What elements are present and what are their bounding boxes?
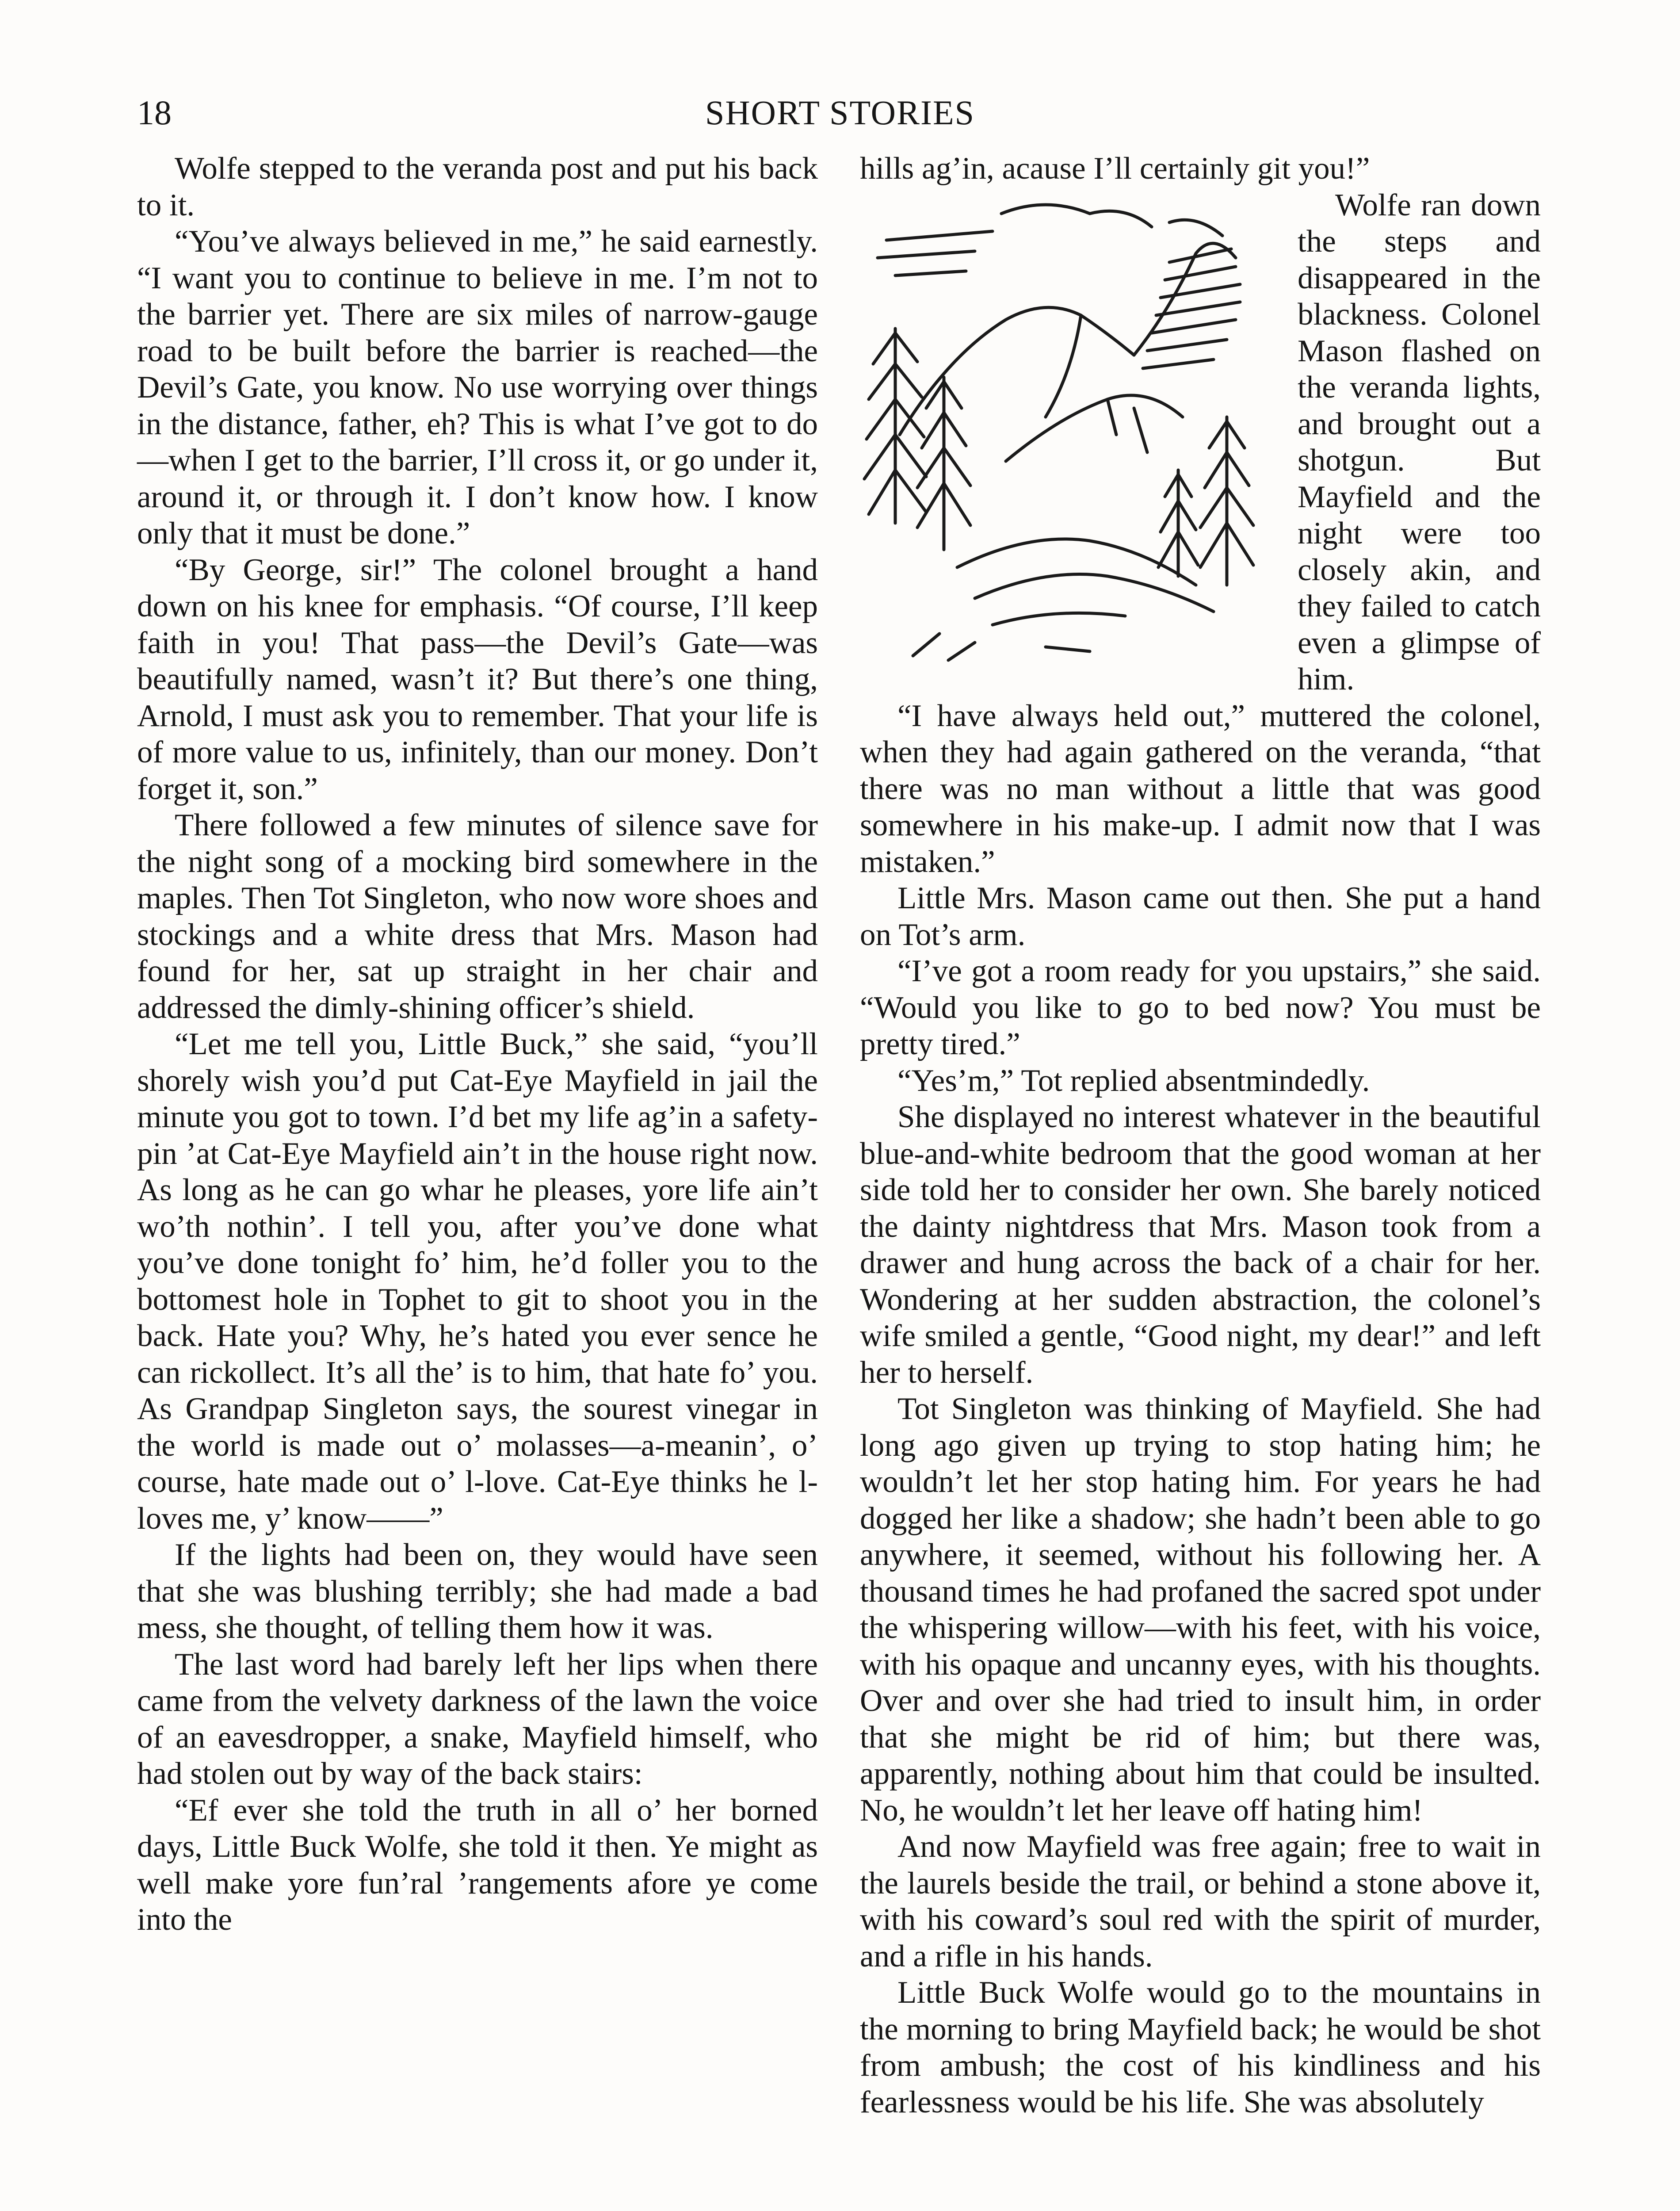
paragraph: There followed a few minutes of silence save for the night song of a mocking bird somewhere in the maples. Then Tot Singleton, who now wore shoes and stockings and a white dress that Mrs. Mason had found for her, sat up straight in her chair and addressed the dimly-shining officer’s shield.	[137, 808, 818, 1025]
paragraph: The last word had barely left her lips when there came from the velvety darkness of the lawn the voice of an eavesdropper, a snake, Mayfield himself, who had stolen out by way of the back stairs:	[137, 1647, 818, 1791]
paragraph: “Let me tell you, Little Buck,” she said, “you’ll shorely wish you’d put Cat-Eye Mayfield in jail the minute you got to town. I’d bet my life ag’in a safety-pin ’at Cat-Eye Mayfield ain’t in the house right now. As long as he can go whar he pleases, yore life ain’t wo’th nothin’. I tell you, after you’ve done what you’ve done tonight fo’ him, he’d foller you to the bottomest hole in Tophet to git to shoot you in the back. Hate you? Why, he’s hated you ever sence he can rickollect. It’s all the’ is to him, that hate fo’ you. As Grandpap Singleton says, the sourest vinegar in the world is made out o’ molasses—a-meanin’, o’ course, hate made out o’ l-love. Cat-Eye thinks he l-loves me, y’ know——”	[137, 1027, 818, 1536]
paragraph: Wolfe ran down the steps and disappeared in the blackness. Colonel Mason flashed on the veranda lights, and brought out a shotgun. But Mayfield and the night were too closely akin, and they failed to catch even a glimpse of him.	[1298, 187, 1541, 696]
running-head: SHORT STORIES	[705, 93, 975, 132]
paragraph: Little Mrs. Mason came out then. She put a hand on Tot’s arm.	[860, 881, 1541, 952]
paragraph: Wolfe stepped to the veranda post and put his back to it.	[137, 151, 818, 222]
mountain-illustration-drawing	[860, 187, 1284, 669]
paragraph: And now Mayfield was free again; free to wait in the laurels beside the trail, or behind a stone above it, with his coward’s soul red with the spirit of murder, and a rifle in his hands.	[860, 1829, 1541, 1974]
mountain-illustration	[860, 187, 1284, 669]
paragraph: She displayed no interest whatever in the beautiful blue-and-white bedroom that the good woman at her side told her to consider her own. She barely noticed the dainty nightdress that Mrs. Mason took from a drawer and hung across the back of a chair for her. Wondering at her sudden abstraction, the colonel’s wife smiled a gentle, “Good night, my dear!” and left her to herself.	[860, 1100, 1541, 1390]
paragraph: “Yes’m,” Tot replied absentmindedly.	[897, 1063, 1370, 1098]
paragraph: Tot Singleton was thinking of Mayfield. She had long ago given up trying to stop hating him; he wouldn’t let her stop hating him. For years he had dogged her like a shadow; she hadn’t been able to go anywhere, it seemed, without his following her. A thousand times he had profaned the sacred spot under the whispering willow—with his feet, with his voice, with his opaque and uncanny eyes, with his thoughts. Over and over she had tried to insult him, in order that she might be rid of him; but there was, apparently, nothing about him that could be insulted. No, he wouldn’t let her leave off hating him!	[860, 1392, 1541, 1828]
paragraph: “You’ve always believed in me,” he said earnestly. “I want you to continue to believe in me. I’m not to the barrier yet. There are six miles of narrow-gauge road to be built before the barrier is reached—the Devil’s Gate, you know. No use worrying over things in the distance, father, eh? This is what I’ve got to do—when I get to the barrier, I’ll cross it, or go under it, around it, or through it. I don’t know how. I know only that it must be done.”	[137, 224, 818, 551]
paragraph: Little Buck Wolfe would go to the mountains in the morning to bring Mayfield back; he would be shot from ambush; the cost of his kindliness and his fearlessness would be his life. She was absolutely	[860, 1975, 1541, 2119]
paragraph: “By George, sir!” The colonel brought a hand down on his knee for emphasis. “Of course, I’ll keep faith in you! That pass—the Devil’s Gate—was beautifully named, wasn’t it? But there’s one thing, Arnold, I must ask you to remember. That your life is of more value to us, infinitely, than our money. Don’t forget it, son.”	[137, 552, 818, 806]
paragraph: If the lights had been on, they would have seen that she was blushing terribly; she had made a bad mess, she thought, of telling them how it was.	[137, 1538, 818, 1645]
right-column	[860, 150, 1541, 2120]
continuation-line: hills ag’in, acause I’ll certainly git you!”	[860, 151, 1370, 186]
left-column	[137, 150, 818, 1938]
paragraph: “Ef ever she told the truth in all o’ her borned days, Little Buck Wolfe, she told it then. Ye might as well make yore fun’ral ’rangements afore ye come into the	[137, 1793, 818, 1937]
paragraph: “I have always held out,” muttered the colonel, when they had again gathered on the veranda, “that there was no man without a little that was good somewhere in his make-up. I admit now that I was mistaken.”	[860, 698, 1541, 879]
paragraph: “I’ve got a room ready for you upstairs,” she said. “Would you like to go to bed now? You must be pretty tired.”	[860, 954, 1541, 1061]
page-number: 18	[137, 93, 172, 132]
